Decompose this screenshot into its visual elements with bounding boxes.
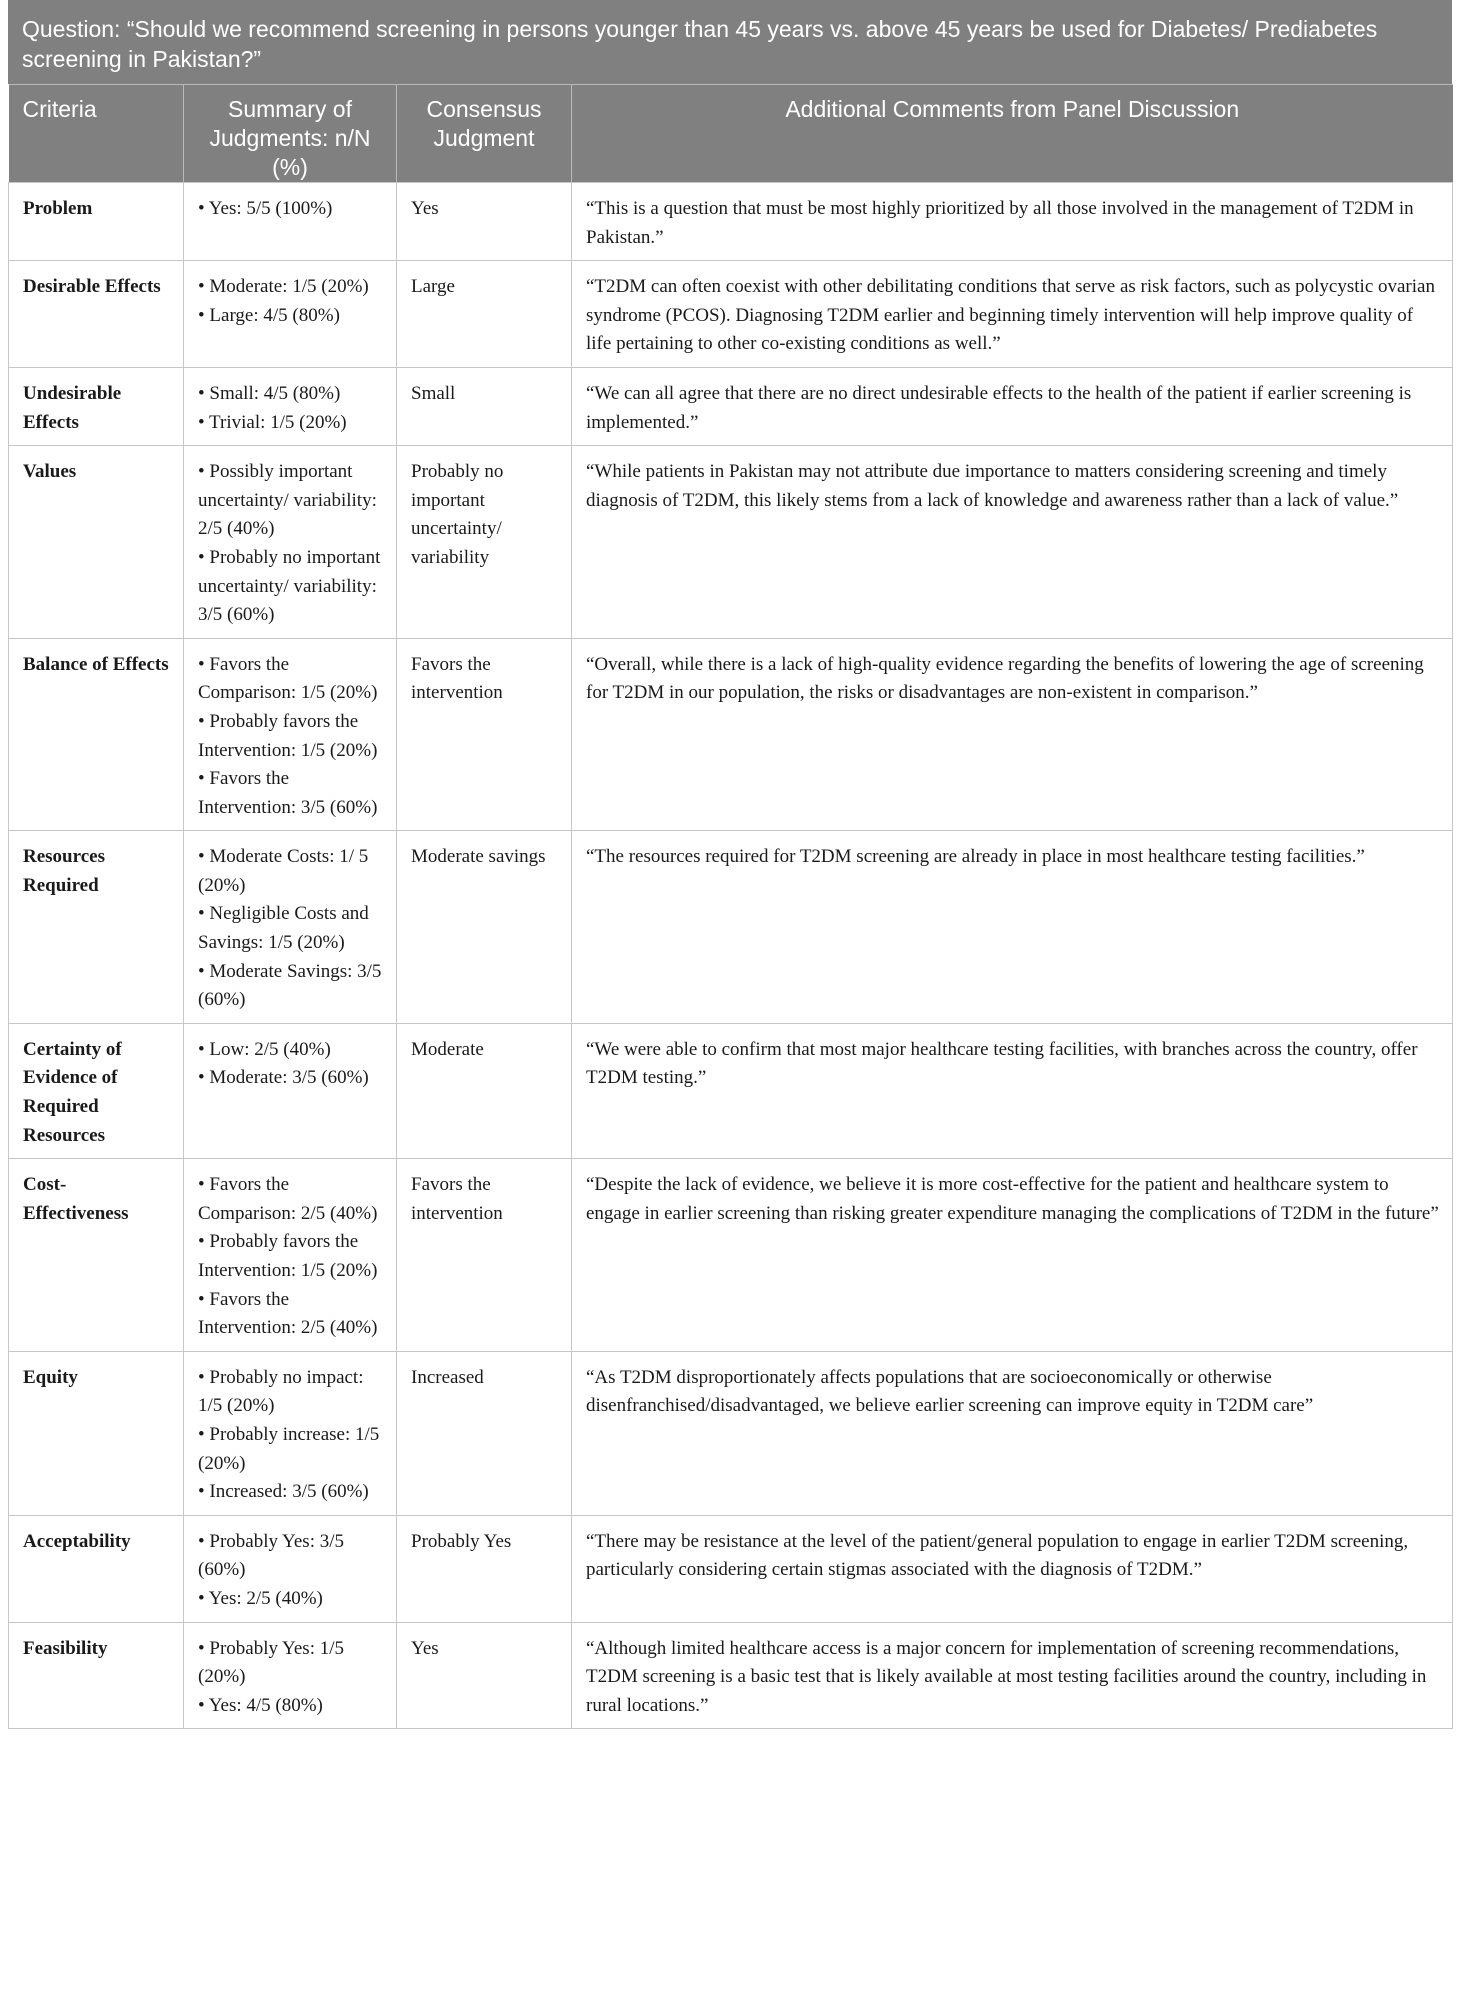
consensus-cell: Probably no important uncertainty/ variability bbox=[397, 446, 572, 639]
consensus-cell: Favors the intervention bbox=[397, 638, 572, 831]
consensus-cell: Yes bbox=[397, 1622, 572, 1729]
summary-item: • Possibly important uncertainty/ variability: 2/5 (40%) bbox=[198, 461, 377, 540]
summary-item: • Moderate: 1/5 (20%) bbox=[198, 276, 369, 298]
table-row bbox=[9, 1351, 1453, 1515]
summary-item: • Probably Yes: 1/5 (20%) bbox=[198, 1637, 345, 1688]
summary-item: • Yes: 5/5 (100%) bbox=[198, 198, 333, 219]
summary-list bbox=[198, 1036, 386, 1093]
summary-cell bbox=[184, 446, 397, 639]
summary-item: • Low: 2/5 (40%) bbox=[198, 1038, 331, 1060]
judgment-table bbox=[8, 84, 1453, 1729]
header-consensus: Consensus Judgment bbox=[397, 85, 572, 183]
comment-cell: “Although limited healthcare access is a major concern for implementation of screening recommendations, T2DM screening is a basic test that is likely available at most testing facilities around the country, including in rural locations.” bbox=[572, 1622, 1453, 1729]
summary-item: • Small: 4/5 (80%) bbox=[198, 382, 341, 404]
summary-item: • Favors the Comparison: 1/5 (20%) bbox=[198, 653, 378, 704]
summary-list bbox=[198, 458, 386, 630]
consensus-cell: Probably Yes bbox=[397, 1515, 572, 1622]
summary-item: • Probably Yes: 3/5 (60%) bbox=[198, 1530, 345, 1581]
summary-cell bbox=[184, 638, 397, 831]
table-body bbox=[9, 183, 1453, 1729]
criteria-cell: Equity bbox=[9, 1351, 184, 1515]
criteria-cell: Feasibility bbox=[9, 1622, 184, 1729]
summary-item: • Favors the Intervention: 2/5 (40%) bbox=[198, 1288, 378, 1339]
comment-cell: “There may be resistance at the level of the patient/general population to engage in earlier T2DM screening, particularly considering certain stigmas associated with the diagnosis of T2DM.” bbox=[572, 1515, 1453, 1622]
summary-list bbox=[198, 843, 386, 1015]
summary-list bbox=[198, 651, 386, 823]
criteria-cell: Cost- Effectiveness bbox=[9, 1159, 184, 1352]
table-row bbox=[9, 638, 1453, 831]
criteria-cell: Problem bbox=[9, 183, 184, 261]
comment-cell: “As T2DM disproportionately affects populations that are socioeconomically or otherwise disenfranchised/disadvantaged, we believe earlier screening can improve equity in T2DM care” bbox=[572, 1351, 1453, 1515]
summary-cell bbox=[184, 1351, 397, 1515]
summary-item: • Negligible Costs and Savings: 1/5 (20%) bbox=[198, 903, 369, 954]
header-summary: Summary of Judgments: n/N (%) bbox=[184, 85, 397, 183]
summary-item: • Probably favors the Intervention: 1/5 (20%) bbox=[198, 710, 378, 761]
summary-item: • Favors the Comparison: 2/5 (40%) bbox=[198, 1174, 378, 1224]
table-header bbox=[9, 85, 1453, 183]
criteria-cell: Desirable Effects bbox=[9, 261, 184, 368]
summary-item: • Moderate: 3/5 (60%) bbox=[198, 1067, 369, 1089]
summary-item: • Yes: 4/5 (80%) bbox=[198, 1694, 323, 1716]
summary-list bbox=[198, 273, 386, 330]
summary-list bbox=[198, 380, 386, 437]
summary-cell bbox=[184, 183, 397, 261]
criteria-cell: Balance of Effects bbox=[9, 638, 184, 831]
summary-item: • Moderate Costs: 1/ 5 (20%) bbox=[198, 846, 369, 896]
criteria-cell: Certainty of Evidence of Required Resources bbox=[9, 1023, 184, 1158]
summary-list bbox=[198, 1171, 386, 1343]
comment-cell: “The resources required for T2DM screening are already in place in most healthcare testing facilities.” bbox=[572, 831, 1453, 1024]
comment-cell: “Overall, while there is a lack of high-quality evidence regarding the benefits of lowering the age of screening for T2DM in our population, the risks or disadvantages are non-existent in comparison.” bbox=[572, 638, 1453, 831]
consensus-cell: Moderate bbox=[397, 1023, 572, 1158]
table-row bbox=[9, 831, 1453, 1024]
table-row bbox=[9, 183, 1453, 261]
criteria-cell: Values bbox=[9, 446, 184, 639]
summary-item: • Trivial: 1/5 (20%) bbox=[198, 411, 347, 433]
summary-cell bbox=[184, 1159, 397, 1352]
summary-cell bbox=[184, 1023, 397, 1158]
summary-item: • Probably no important uncertainty/ variability: 3/5 (60%) bbox=[198, 546, 381, 626]
summary-item: • Probably increase: 1/5 (20%) bbox=[198, 1423, 380, 1474]
summary-item: • Favors the Intervention: 3/5 (60%) bbox=[198, 768, 378, 818]
summary-item: • Increased: 3/5 (60%) bbox=[198, 1481, 369, 1503]
summary-item: • Probably no impact: 1/5 (20%) bbox=[198, 1366, 364, 1417]
question-banner: Question: “Should we recommend screening in persons younger than 45 years vs. above 45 years be used for Diabetes/ Prediabetes screening in Pakistan?” bbox=[8, 0, 1452, 84]
header-comments: Additional Comments from Panel Discussion bbox=[572, 85, 1453, 183]
summary-cell bbox=[184, 1622, 397, 1729]
summary-list bbox=[198, 1528, 386, 1614]
summary-cell bbox=[184, 367, 397, 445]
criteria-cell: Acceptability bbox=[9, 1515, 184, 1622]
summary-cell bbox=[184, 1515, 397, 1622]
header-criteria: Criteria bbox=[9, 85, 184, 183]
comment-cell: “Despite the lack of evidence, we believe it is more cost-effective for the patient and healthcare system to engage in earlier screening than risking greater expenditure managing the complications of T2DM in the future” bbox=[572, 1159, 1453, 1352]
comment-cell: “We can all agree that there are no direct undesirable effects to the health of the patient if earlier screening is implemented.” bbox=[572, 367, 1453, 445]
summary-list bbox=[198, 1635, 386, 1721]
summary-item: • Moderate Savings: 3/5 (60%) bbox=[198, 960, 382, 1011]
table-row bbox=[9, 1159, 1453, 1352]
table-row bbox=[9, 261, 1453, 368]
table-row bbox=[9, 446, 1453, 639]
summary-list bbox=[198, 1364, 386, 1507]
summary-item: • Probably favors the Intervention: 1/5 (20%) bbox=[198, 1231, 378, 1281]
comment-cell: “This is a question that must be most highly prioritized by all those involved in the management of T2DM in Pakistan.” bbox=[572, 183, 1453, 261]
consensus-cell: Increased bbox=[397, 1351, 572, 1515]
consensus-cell: Large bbox=[397, 261, 572, 368]
summary-list bbox=[198, 195, 386, 224]
table-row bbox=[9, 1515, 1453, 1622]
summary-cell bbox=[184, 831, 397, 1024]
consensus-cell: Moderate savings bbox=[397, 831, 572, 1024]
criteria-cell: Undesirable Effects bbox=[9, 367, 184, 445]
criteria-cell: Resources Required bbox=[9, 831, 184, 1024]
consensus-cell: Yes bbox=[397, 183, 572, 261]
consensus-cell: Small bbox=[397, 367, 572, 445]
comment-cell: “We were able to confirm that most major healthcare testing facilities, with branches across the country, offer T2DM testing.” bbox=[572, 1023, 1453, 1158]
table-row bbox=[9, 367, 1453, 445]
summary-cell bbox=[184, 261, 397, 368]
evidence-to-decision-table bbox=[8, 0, 1452, 1729]
summary-item: • Yes: 2/5 (40%) bbox=[198, 1587, 323, 1609]
consensus-cell: Favors the intervention bbox=[397, 1159, 572, 1352]
comment-cell: “While patients in Pakistan may not attribute due importance to matters considering screening and timely diagnosis of T2DM, this likely stems from a lack of knowledge and awareness rather than a lack of value.” bbox=[572, 446, 1453, 639]
comment-cell: “T2DM can often coexist with other debilitating conditions that serve as risk factors, such as polycystic ovarian syndrome (PCOS). Diagnosing T2DM earlier and beginning timely intervention will help improve quality of life pertaining to other co-existing conditions as well.” bbox=[572, 261, 1453, 368]
table-row bbox=[9, 1023, 1453, 1158]
table-row bbox=[9, 1622, 1453, 1729]
summary-item: • Large: 4/5 (80%) bbox=[198, 304, 340, 326]
